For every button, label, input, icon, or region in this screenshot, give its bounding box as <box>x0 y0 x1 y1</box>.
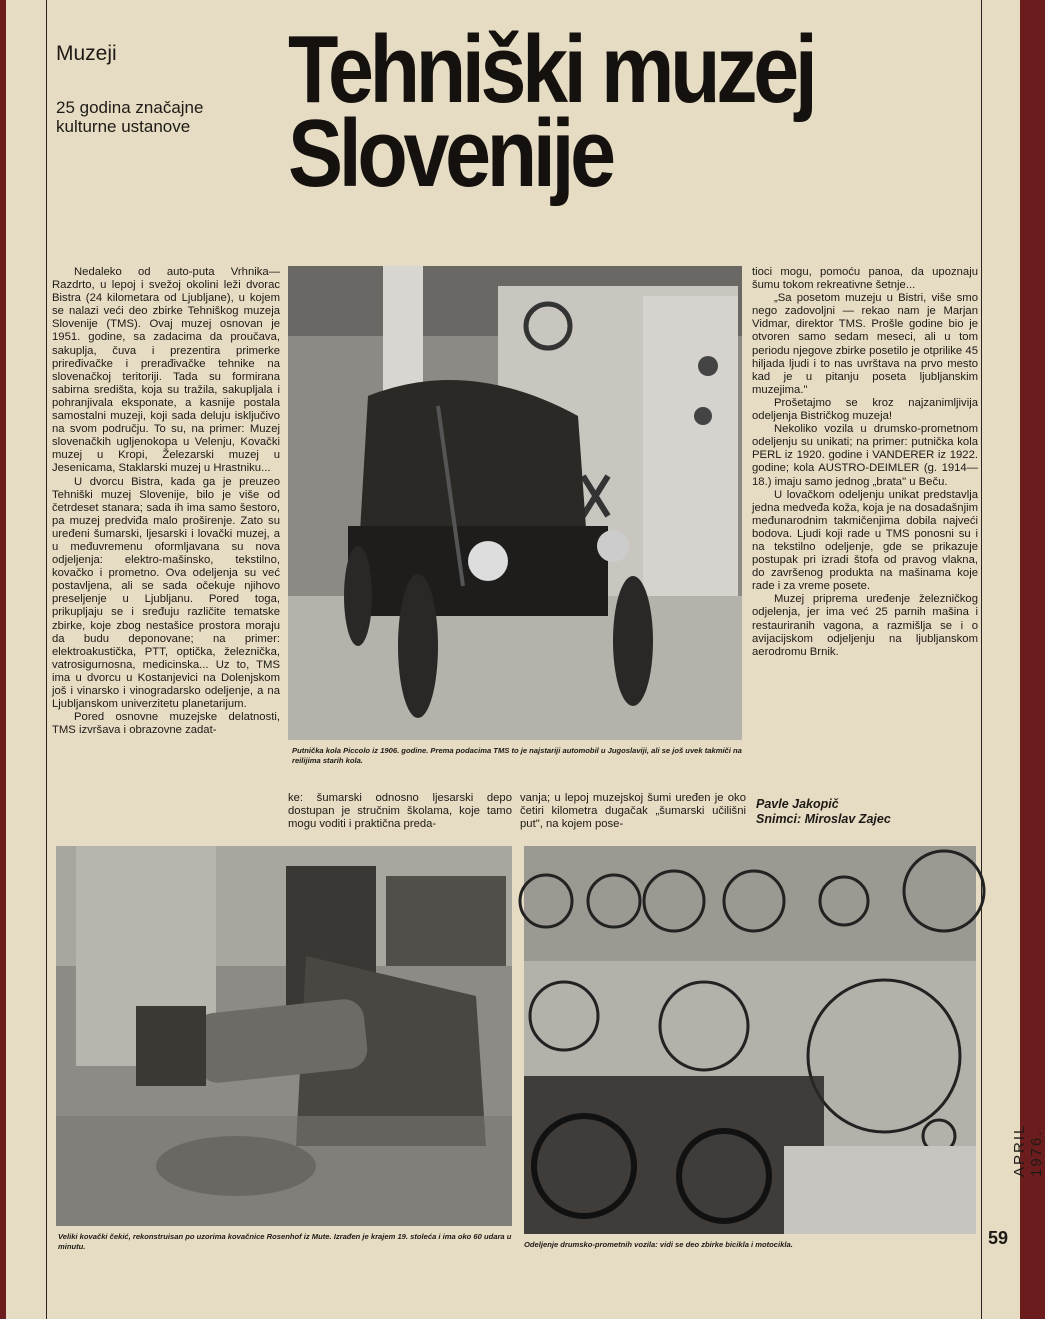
page-number: 59 <box>988 1228 1009 1248</box>
headline-line-2: Slovenije <box>288 100 612 207</box>
section-label: Muzeji <box>56 42 117 65</box>
issue-date: APRIL 1976. <box>1011 1124 1045 1177</box>
headline-line-1: Tehniški muzej <box>288 16 814 123</box>
right-margin-rule <box>981 0 982 1319</box>
text-column-1 <box>52 266 280 737</box>
forge-hammer-photo <box>56 846 512 1226</box>
col4-paragraph: tioci mogu, pomoću panoa, da upoznaju šumu tokom rekreativne šetnje... <box>752 266 978 292</box>
col1-paragraph: U dvorcu Bistra, kada ga je preuzeo Tehniški muzej Slovenije, bilo je više od četrdeset stanara; sada ih ima samo šestoro, pa muzej predviđa malo proširenje. Zato su uređeni šumarski, ljesarski i lovački muzej, a u međuvremenu oformljavana su nova odjeljenja: elektro-mašinsko, tekstilno, kovačko i prometno. Ova odeljenja su već postavljena, ali se sada očekuje njihovo preseljenje u Ljubljanu. Pored toga, prikupljaju se i sređuju različite tematske zbirke, koje zbog nestašice prostora moraju da budu deponovane; na primer: elektroakustička, PTT, optička, železnička, vatrosigurnosna, medicinska... Uz to, TMS ima u dvorcu u Kostanjevici na Dolenjskom još i vinarsko i vinogradarsko odeljenje, a na Ljubljanskom univerzitetu planetarijum. <box>52 475 280 711</box>
article-credits <box>756 797 891 827</box>
author-name: Pavle Jakopič <box>756 797 839 811</box>
photo-credit: Snimci: Miroslav Zajec <box>756 812 891 826</box>
car-photo-caption: Putnička kola Piccolo iz 1906. godine. Prema podacima TMS to je najstariji automobil u Jugoslaviji, ali se još uvek takmiči na reilijima starih kola. <box>292 746 742 765</box>
bicycles-caption: Odeljenje drumsko-prometnih vozila: vidi se deo zbirke bicikla i motocikla. <box>524 1240 793 1249</box>
article-subtitle: 25 godina značajne kulturne ustanove <box>56 98 204 136</box>
bicycles-photo <box>524 846 976 1234</box>
col4-paragraph: „Sa posetom muzeju u Bistri, više smo nego zadovoljni — rekao nam je Marjan Vidmar, direktor TMS. Prošle godine bio je otvoren samo sedam meseci, ali u tom periodu njegove zbirke posetilo je otprilike 45 hiljada ljudi i to nas uvrštava na prvo mesto kad je u pitanju poseta ljubljanskim muzejima." <box>752 292 978 396</box>
col4-paragraph: Muzej priprema uređenje železničkog odjelenja, jer ima već 25 parnih mašina i restauriranih vagona, a razmišlja se i o avijacijskom odjeljenju na ljubljanskom aerodromu Brnik. <box>752 593 978 658</box>
col4-paragraph: Nekoliko vozila u drumsko-prometnom odeljenju su unikati; na primer: putnička kola PERL iz 1920. godine i VANDERER iz 1922. godine; kola AUSTRO-DEIMLER (g. 1914—18.) imaju samo jednog „brata" u Beču. <box>752 423 978 488</box>
text-column-3 <box>520 792 746 831</box>
text-column-4 <box>752 266 978 659</box>
left-margin-rule <box>46 0 47 1319</box>
col1-paragraph: Pored osnovne muzejske delatnosti, TMS izvršava i obrazovne zadat- <box>52 711 280 737</box>
col3-paragraph: vanja; u lepoj muzejskoj šumi uređen je oko četiri kilometra dugačak „šumarski učilišni put", na kojem pose- <box>520 792 746 831</box>
article-headline <box>288 16 873 207</box>
col4-paragraph: U lovačkom odeljenju unikat predstavlja jedna medveđa koža, koja je na dosadašnjim međunarodnim takmičenjima dobila najveći bodova. Ljudi koji rade u TMS ponosni su i na tekstilno odeljenje, gde se prikazuje postupak pri izradi štofa od pravog vlakna, do završenog produkta na mašinama koje rade i za vreme posete. <box>752 488 978 593</box>
col1-paragraph: Nedaleko od auto-puta Vrhnika—Razdrto, u lepoj i svežoj okolini leži dvorac Bistra (24 kilometara od Ljubljane), u kojem se nalazi veći deo zbirke Tehniškog muzeja Slovenije (TMS). Ovaj muzej osnovan je 1951. godine, sa zadacima da proučava, sakuplja, čuva i prezentira primerke prirеđivačke i prerađivačke tehnike na slovenačkoj teritoriji. Tada su formirana sabirna središta, koja su tražila, sakupljala i pohranjivala eksponate, a kasnije postala samostalni muzeji, koji sada deluju isključivo na svom području. To su, na primer: Muzej slovenačkih ugljenokopa u Velenju, Kovački muzej u Kropi, Železarski muzej u Jesenicama, Staklarski muzej u Hrastniku... <box>52 266 280 475</box>
col2-paragraph: ke: šumarski odnosno ljesarski depo dostupan je stručnim školama, koje tamo mogu voditi i praktičnа preda- <box>288 792 512 831</box>
car-photo <box>288 266 742 740</box>
forge-hammer-caption: Veliki kovački čekić, rekonstruisan po uzorima kovačnice Rosenhof iz Mute. Izrađen je krajem 19. stoleća i ima oko 60 udara u minutu. <box>58 1232 512 1251</box>
col4-paragraph: Prošetajmo se kroz najzanimljivija odeljenja Bistričkog muzeja! <box>752 396 978 423</box>
magazine-page <box>6 0 1045 1319</box>
text-column-2 <box>288 792 512 831</box>
